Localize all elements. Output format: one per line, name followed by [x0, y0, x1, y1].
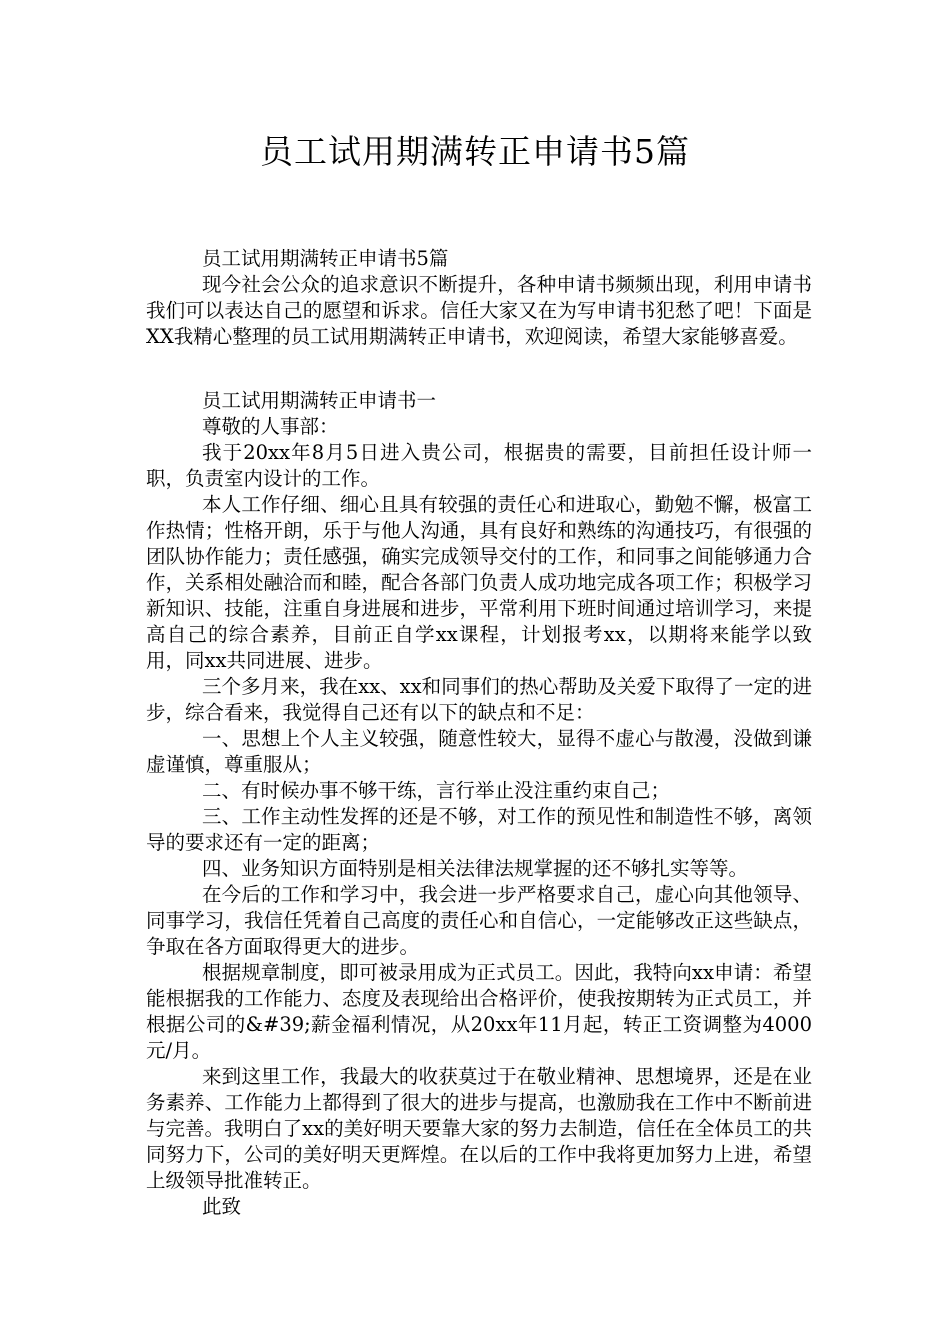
paragraph-shortcoming-3: 三、工作主动性发挥的还是不够，对工作的预见性和制造性不够，离领导的要求还有一定的距离；: [146, 805, 812, 854]
paragraph-salutation: 尊敬的人事部：: [202, 415, 339, 438]
paragraph-closing: 此致: [202, 1195, 242, 1218]
paragraph-request: 根据规章制度，即可被录用成为正式员工。因此，我特向xx申请：希望能根据我的工作能力、态度及表现给出合格评价，使我按期转为正式员工，并根据公司的&#39;薪金福利情况，从20xx年11月起，转正工资调整为4000元/月。: [146, 961, 812, 1062]
paragraph-subheading: 员工试用期满转正申请书一: [202, 389, 437, 412]
paragraph-shortcoming-1: 一、思想上个人主义较强，随意性较大，显得不虚心与散漫，没做到谦虚谨慎，尊重服从；: [146, 727, 812, 776]
paragraph-shortcoming-4: 四、业务知识方面特别是相关法律法规掌握的还不够扎实等等。: [202, 857, 749, 880]
paragraph-conclusion: 来到这里工作，我最大的收获莫过于在敬业精神、思想境界，还是在业务素养、工作能力上都得到了很大的进步与提高，也激励我在工作中不断前进与完善。我明白了xx的美好明天要靠大家的努力去制造，信任在全体员工的共同努力下，公司的美好明天更辉煌。在以后的工作中我将更加努力上进，希望上级领导批准转正。: [146, 1065, 812, 1192]
document-title: 员工试用期满转正申请书5篇: [260, 132, 690, 171]
paragraph-future-plan: 在今后的工作和学习中，我会进一步严格要求自己，虚心向其他领导、同事学习，我信任凭着自己高度的责任心和自信心，一定能够改正这些缺点，争取在各方面取得更大的进步。: [146, 883, 812, 958]
paragraph-entry-date: 我于20xx年8月5日进入贵公司，根据贵的需要，目前担任设计师一职，负责室内设计的工作。: [146, 441, 812, 490]
document-body: [146, 246, 812, 1220]
paragraph-progress: 三个多月来，我在xx、xx和同事们的热心帮助及关爱下取得了一定的进步，综合看来，我觉得自己还有以下的缺点和不足：: [146, 675, 812, 724]
paragraph-self-assessment: 本人工作仔细、细心且具有较强的责任心和进取心，勤勉不懈，极富工作热情；性格开朗，乐于与他人沟通，具有良好和熟练的沟通技巧，有很强的团队协作能力；责任感强，确实完成领导交付的工作，和同事之间能够通力合作，关系相处融洽而和睦，配合各部门负责人成功地完成各项工作；积极学习新知识、技能，注重自身进展和进步，平常利用下班时间通过培训学习，来提高自己的综合素养，目前正自学xx课程，计划报考xx，以期将来能学以致用，同xx共同进展、进步。: [146, 493, 812, 672]
paragraph-heading: 员工试用期满转正申请书5篇: [202, 247, 449, 270]
paragraph-intro: 现今社会公众的追求意识不断提升，各种申请书频频出现，利用申请书我们可以表达自己的愿望和诉求。信任大家又在为写申请书犯愁了吧！下面是XX我精心整理的员工试用期满转正申请书，欢迎阅读，希望大家能够喜爱。: [146, 273, 812, 348]
paragraph-shortcoming-2: 二、有时候办事不够干练，言行举止没注重约束自己；: [202, 779, 671, 802]
paragraph-blank: [146, 350, 812, 376]
